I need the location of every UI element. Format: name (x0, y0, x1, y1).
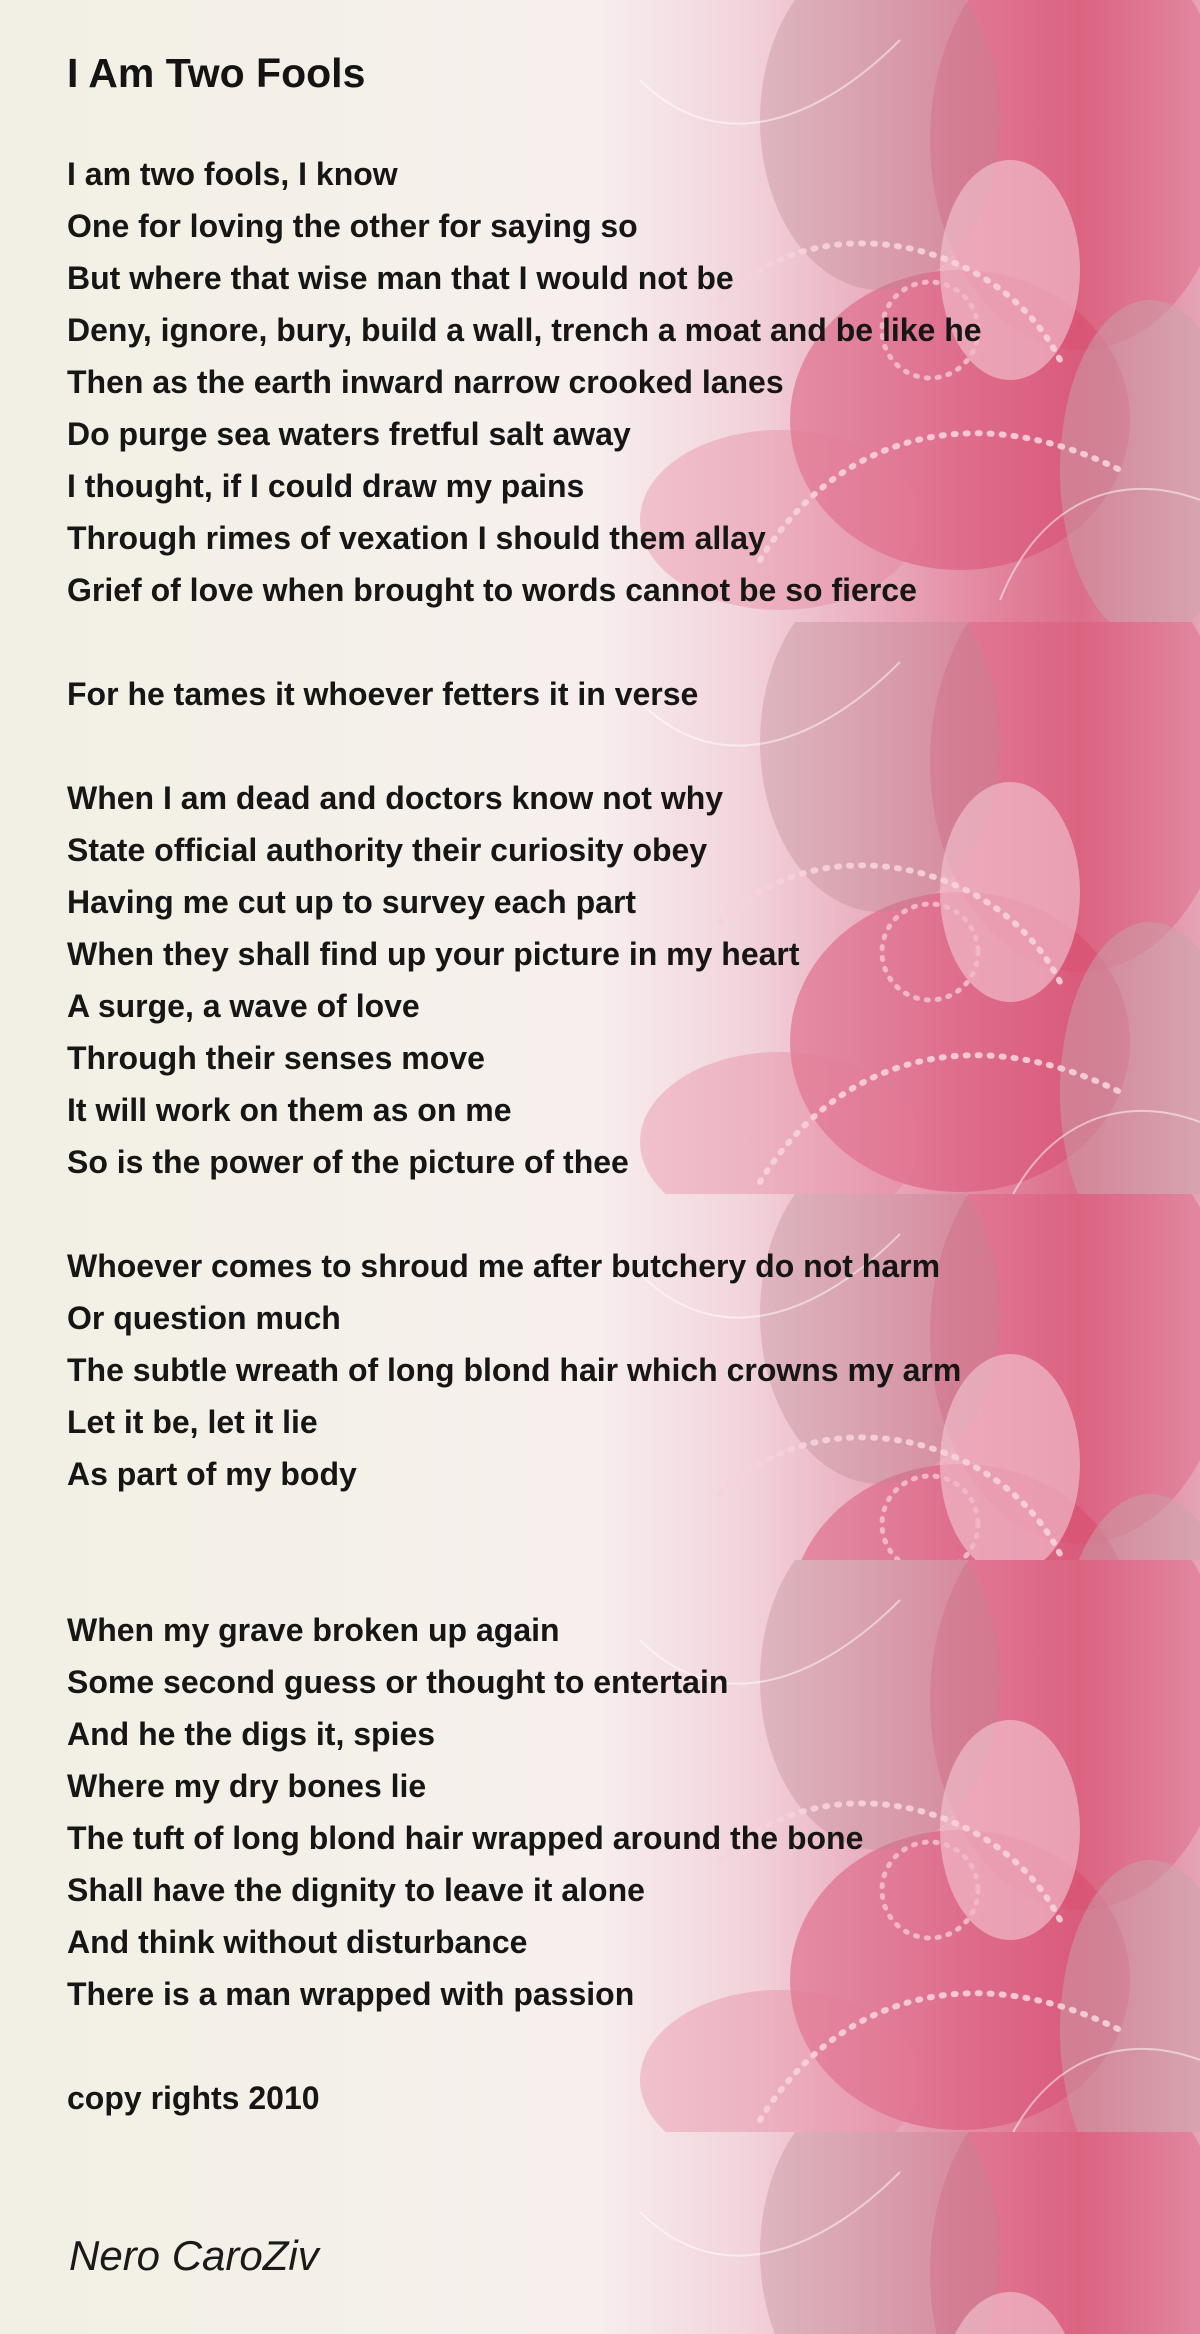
poem-line: A surge, a wave of love (67, 988, 420, 1024)
poem-line: Whoever comes to shroud me after butchery do not harm (67, 1248, 941, 1284)
stanza-break (67, 720, 1167, 772)
poem-title: I Am Two Fools (67, 50, 366, 96)
poem-body (67, 148, 1167, 2124)
poem-line: One for loving the other for saying so (67, 208, 638, 244)
poem-line: The tuft of long blond hair wrapped around the bone (67, 1820, 864, 1856)
poem-line: I thought, if I could draw my pains (67, 468, 585, 504)
poem-line: There is a man wrapped with passion (67, 1976, 635, 2012)
stanza-break (67, 616, 1167, 668)
poem-line: Through rimes of vexation I should them allay (67, 520, 766, 556)
poem-line: The subtle wreath of long blond hair which crowns my arm (67, 1352, 962, 1388)
poem-line: When they shall find up your picture in my heart (67, 936, 800, 972)
poem-line: And he the digs it, spies (67, 1716, 436, 1752)
poem-line: copy rights 2010 (67, 2080, 320, 2116)
poem-line: When I am dead and doctors know not why (67, 780, 724, 816)
poem-line: Through their senses move (67, 1040, 485, 1076)
poem-line: Let it be, let it lie (67, 1404, 318, 1440)
stanza-break (67, 2020, 1167, 2072)
poem-line: State official authority their curiosity obey (67, 832, 708, 868)
poem-line: But where that wise man that I would not be (67, 260, 734, 296)
stanza-break (67, 1188, 1167, 1240)
poem-line: Some second guess or thought to entertain (67, 1664, 729, 1700)
poem-line: Having me cut up to survey each part (67, 884, 637, 920)
poem-line: Deny, ignore, bury, build a wall, trench a moat and be like he (67, 312, 982, 348)
stanza-break (67, 1552, 1167, 1604)
poem-line: Where my dry bones lie (67, 1768, 427, 1804)
author-signature: Nero CaroZiv (69, 2232, 319, 2279)
poem-line: And think without disturbance (67, 1924, 528, 1960)
poem-line: Do purge sea waters fretful salt away (67, 416, 631, 452)
poem-line: So is the power of the picture of thee (67, 1144, 629, 1180)
poem-line: As part of my body (67, 1456, 357, 1492)
poem-line: Grief of love when brought to words cannot be so fierce (67, 572, 917, 608)
poem-line: For he tames it whoever fetters it in verse (67, 676, 699, 712)
poem-line: It will work on them as on me (67, 1092, 512, 1128)
poem-line: I am two fools, I know (67, 156, 398, 192)
stanza-break (67, 1500, 1167, 1552)
poem-line: Shall have the dignity to leave it alone (67, 1872, 645, 1908)
poem-line: When my grave broken up again (67, 1612, 560, 1648)
poem-line: Or question much (67, 1300, 341, 1336)
poem-line: Then as the earth inward narrow crooked lanes (67, 364, 784, 400)
